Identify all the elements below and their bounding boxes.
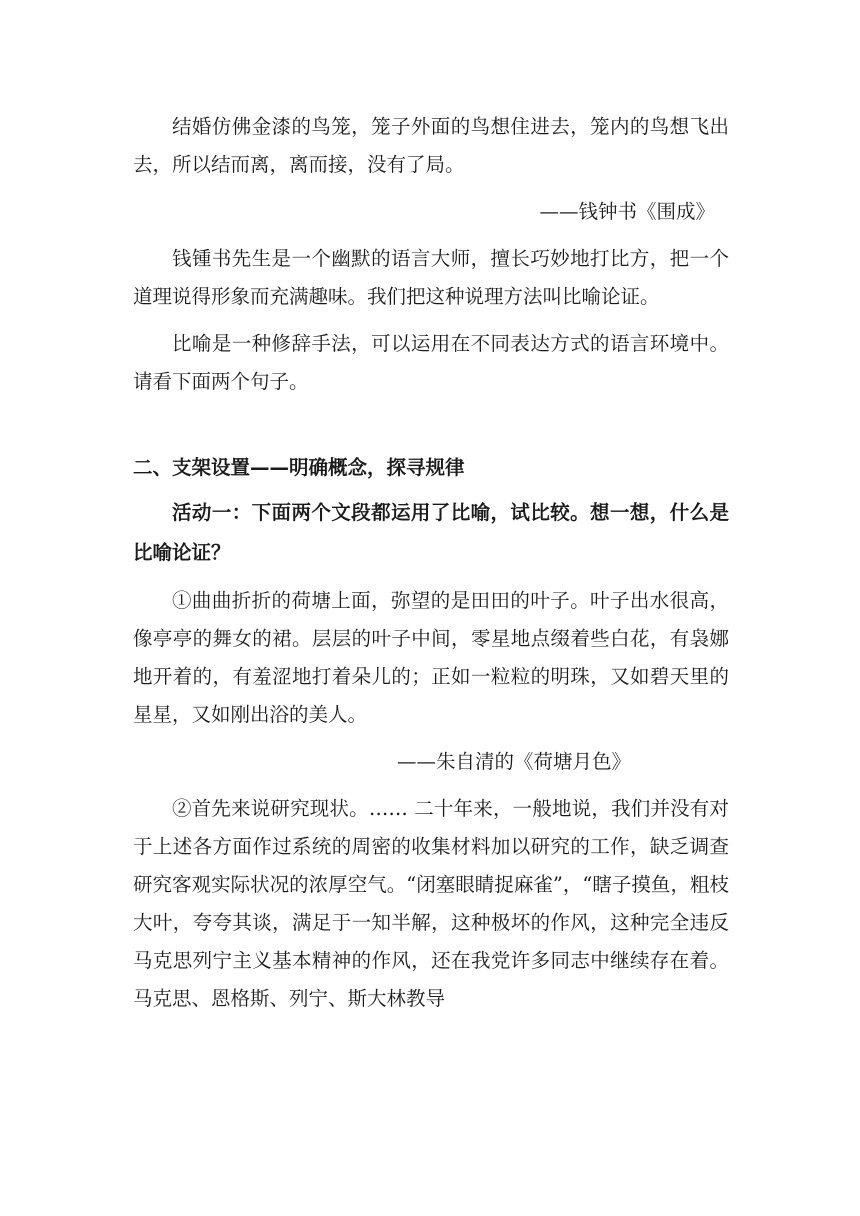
example-passage-1: ①曲曲折折的荷塘上面，弥望的是田田的叶子。叶子出水很高，像亭亭的舞女的裙。层层的叶子中间，零星地点缀着些白花，有袅娜地开着的，有羞涩地打着朵儿的；正如一粒粒的明珠，又如碧天里的星星，又如刚出浴的美人。 [133, 589, 729, 726]
section-heading: 二、支架设置——明确概念，探寻规律 [133, 456, 465, 479]
intro-attribution: ——钱钟书《围成》 [539, 200, 715, 223]
activity-prompt: 活动一：下面两个文段都运用了比喻，试比较。想一想，什么是比喻论证？ [133, 501, 729, 564]
intro-quote: 结婚仿佛金漆的鸟笼，笼子外面的鸟想住进去，笼内的鸟想飞出去，所以结而离，离而接，没有了局。 [133, 115, 729, 176]
example-passage-2: ②首先来说研究现状。…… 二十年来，一般地说，我们并没有对于上述各方面作过系统的周密的收集材料加以研究的工作，缺乏调查研究客观实际状况的浓厚空气。“闭塞眼睛捉麻雀”，“瞎子摸鱼，粗枝大叶，夸夸其谈，满足于一知半解，这种极坏的作风，这种完全违反马克思列宁主义基本精神的作风，还在我党许多同志中继续存在着。马克思、恩格斯、列宁、斯大林教导 [133, 797, 729, 1010]
example-1-attribution: ——朱自清的《荷塘月色》 [396, 750, 631, 773]
paragraph-metaphor-definition: 比喻是一种修辞手法，可以运用在不同表达方式的语言环境中。请看下面两个句子。 [133, 332, 729, 393]
paragraph-metaphor-master: 钱锺书先生是一个幽默的语言大师，擅长巧妙地打比方，把一个道理说得形象而充满趣味。我们把这种说理方法叫比喻论证。 [133, 247, 729, 308]
document-body [133, 108, 729, 1018]
